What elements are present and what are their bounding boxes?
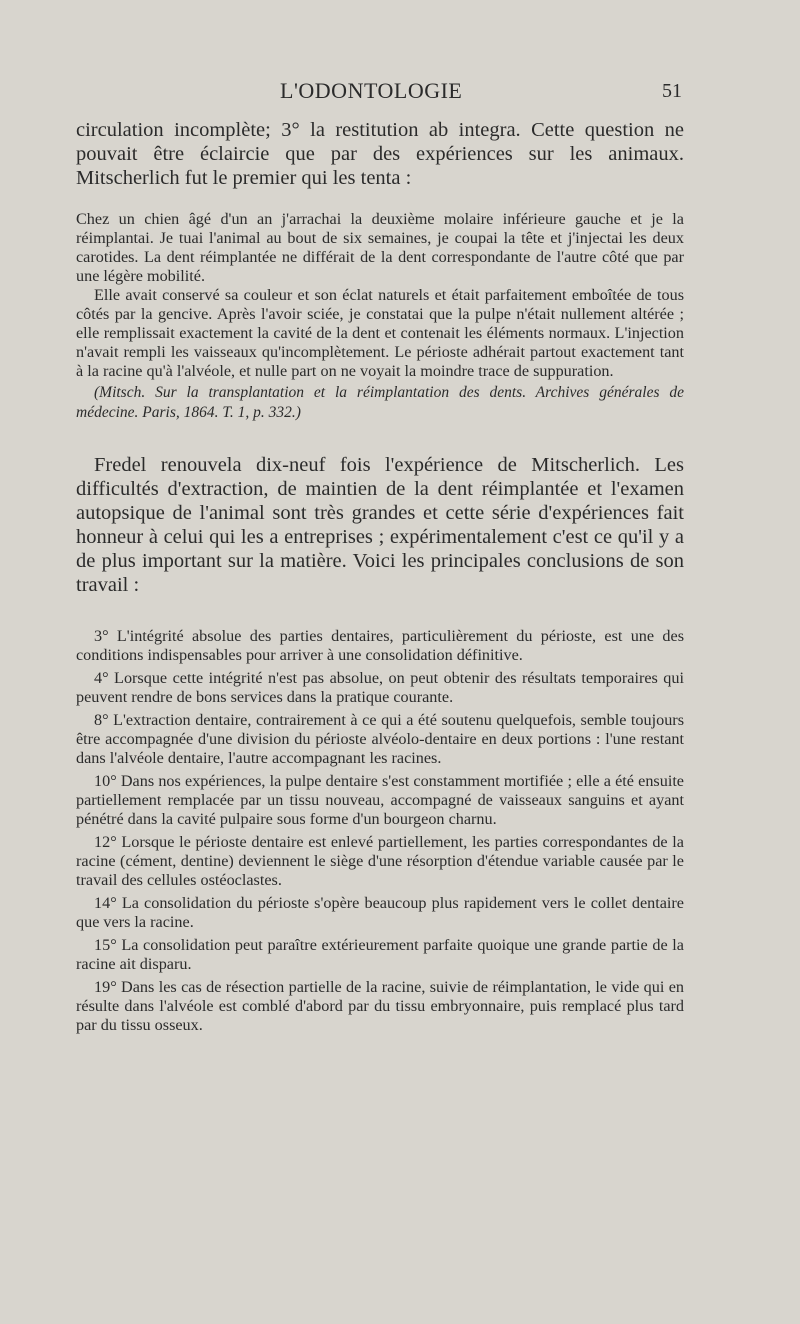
conclusion-item: 15° La consolidation peut paraître extérieurement parfaite quoique une grande partie de la racine ait disparu. (76, 936, 684, 973)
running-title: L'ODONTOLOGIE (280, 78, 463, 103)
conclusions-list (76, 627, 684, 1035)
quote-paragraph-2: Elle avait conservé sa couleur et son éclat naturels et était parfaitement emboîtée de tous côtés par la gencive. Après l'avoir sciée, je constatai que la pulpe n'était nullement altérée ; elle remplissait exactement la cavité de la dent et contenait les éléments normaux. L'injection n'avait rempli les vaisseaux qu'incomplètement. Le périoste adhérait partout exactement tant à la racine qu'à l'alvéole, et nulle part on ne voyait la moindre trace de suppuration. (76, 286, 684, 380)
conclusion-item: 10° Dans nos expériences, la pulpe dentaire s'est constamment mortifiée ; elle a été ensuite partiellement remplacée par un tissu nouveau, accompagné de vaisseaux sanguins et ayant pénétré dans la cavité pulpaire sous forme d'un bourgeon charnu. (76, 772, 684, 828)
page-header (0, 78, 800, 108)
paragraph-fredel: Fredel renouvela dix-neuf fois l'expérience de Mitscherlich. Les difficultés d'extraction, de maintien de la dent réimplantée et l'examen autopsique de l'animal sont très grandes et cette série d'expériences fait honneur à celui qui les a entreprises ; expérimentalement c'est ce qu'il y a de plus important sur la matière. Voici les principales conclusions de son travail : (76, 454, 684, 596)
page-number: 51 (662, 80, 682, 102)
body-text (76, 118, 684, 1035)
paragraph-intro: circulation incomplète; 3° la restitution ab integra. Cette question ne pouvait être éclaircie que par des expériences sur les animaux. Mitscherlich fut le premier qui les tenta : (76, 119, 684, 189)
conclusion-item: 8° L'extraction dentaire, contrairement à ce qui a été soutenu quelquefois, semble toujours être accompagnée d'une division du périoste alvéolo-dentaire en deux portions : l'une restant dans l'alvéole dentaire, l'autre accompagnant les racines. (76, 711, 684, 767)
citation: (Mitsch. Sur la transplantation et la réimplantation des dents. Archives générales de médecine. Paris, 1864. T. 1, p. 332.) (76, 384, 684, 421)
conclusion-item: 3° L'intégrité absolue des parties dentaires, particulièrement du périoste, est une des conditions indispensables pour arriver à une consolidation définitive. (76, 627, 684, 664)
conclusion-item: 14° La consolidation du périoste s'opère beaucoup plus rapidement vers le collet dentaire que vers la racine. (76, 894, 684, 931)
quote-paragraph-1: Chez un chien âgé d'un an j'arrachai la deuxième molaire inférieure gauche et je la réimplantai. Je tuai l'animal au bout de six semaines, je coupai la tête et j'injectai les deux carotides. La dent réimplantée ne différait de la dent correspondante de l'autre côté que par une légère mobilité. (76, 210, 684, 285)
conclusion-item: 19° Dans les cas de résection partielle de la racine, suivie de réimplantation, le vide qui en résulte dans l'alvéole est comblé d'abord par du tissu embryonnaire, puis remplacé plus tard par du tissu osseux. (76, 978, 684, 1034)
conclusion-item: 12° Lorsque le périoste dentaire est enlevé partiellement, les parties correspondantes de la racine (cément, dentine) deviennent le siège d'une résorption d'étendue variable causée par le travail des cellules ostéoclastes. (76, 833, 684, 889)
conclusion-item: 4° Lorsque cette intégrité n'est pas absolue, on peut obtenir des résultats temporaires qui peuvent rendre de bons services dans la pratique courante. (76, 669, 684, 706)
